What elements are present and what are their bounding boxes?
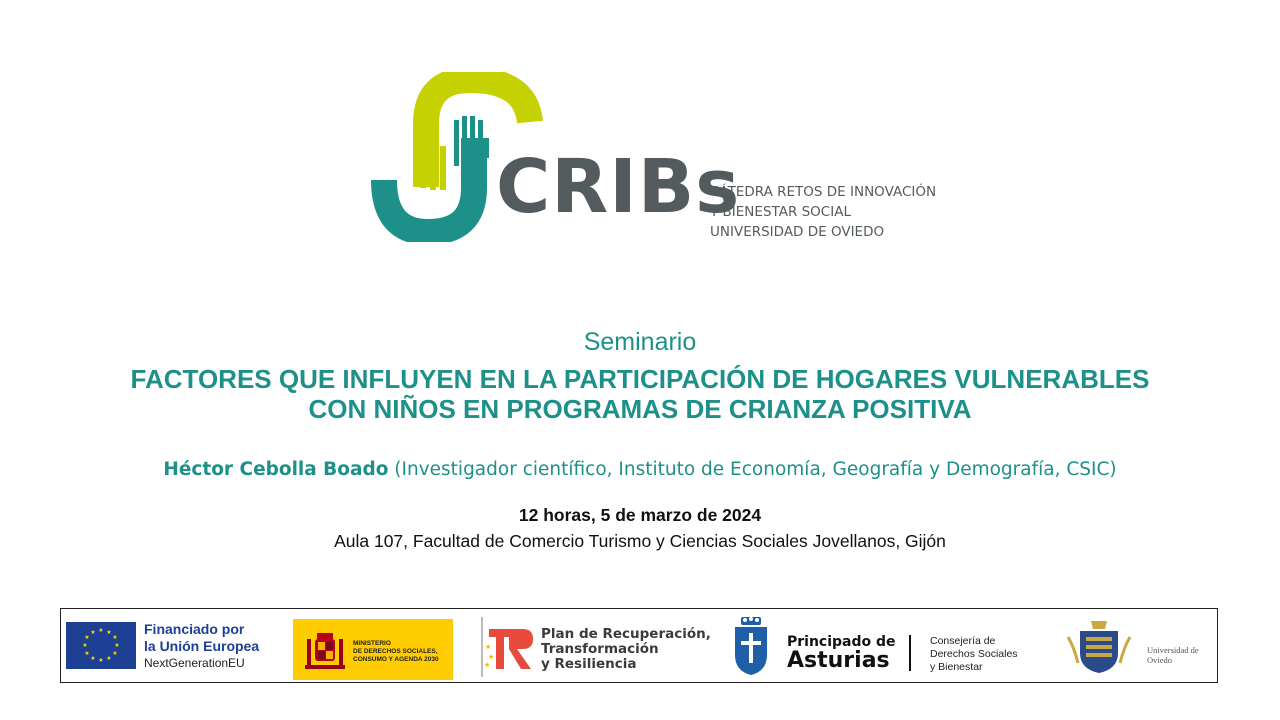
eu-flag-icon <box>66 622 136 669</box>
cribs-wordmark: CRIBs <box>496 144 741 230</box>
svg-text:★: ★ <box>98 627 104 634</box>
speaker-affiliation: (Investigador científico, Instituto de Economía, Geografía y Demografía, CSIC) <box>388 459 1117 480</box>
event-title-line: FACTORES QUE INFLUYEN EN LA PARTICIPACIÓN DE HOGARES VULNERABLES <box>130 364 1150 394</box>
event-title <box>0 364 1280 424</box>
consejeria-line: y Bienestar <box>930 661 983 673</box>
svg-text:★: ★ <box>98 657 104 664</box>
svg-text:★: ★ <box>106 629 112 636</box>
cribs-subtitle-line: CÁTEDRA RETOS DE INNOVACIÓN <box>710 184 937 200</box>
eu-funding-text <box>144 621 259 672</box>
svg-text:★: ★ <box>112 634 118 641</box>
cribs-logo <box>370 72 937 242</box>
asturias-name <box>787 634 896 672</box>
cribs-subtitle-line: Y BIENESTAR SOCIAL <box>710 204 851 220</box>
prtr-line: Transformación <box>541 641 659 657</box>
svg-text:★: ★ <box>84 650 90 657</box>
asturias-line: Principado de <box>787 634 896 650</box>
asturias-divider <box>909 635 911 671</box>
prtr-line: y Resiliencia <box>541 656 637 672</box>
svg-text:★: ★ <box>488 653 495 661</box>
eu-text-line: NextGenerationEU <box>144 656 245 670</box>
svg-text:★: ★ <box>82 642 88 649</box>
prtr-line: Plan de Recuperación, <box>541 626 711 642</box>
svg-text:★: ★ <box>84 634 90 641</box>
event-datetime: 12 horas, 5 de marzo de 2024 <box>518 505 762 525</box>
svg-text:★: ★ <box>114 642 120 649</box>
svg-text:★: ★ <box>90 629 96 636</box>
svg-text:★: ★ <box>90 655 96 662</box>
consejeria-line: Consejería de <box>930 635 996 647</box>
event-type: Seminario <box>583 328 697 356</box>
funding-logos-bar <box>60 608 1218 683</box>
spain-coat-of-arms-icon <box>299 625 349 675</box>
eu-text-line: la Unión Europea <box>144 638 260 654</box>
ministry-line: MINISTERIO <box>353 640 391 647</box>
svg-text:★: ★ <box>485 643 492 651</box>
ministry-logo <box>293 619 453 680</box>
eu-text-line: Financiado por <box>144 621 245 637</box>
ministry-line: CONSUMO Y AGENDA 2030 <box>353 656 439 663</box>
svg-text:★: ★ <box>112 650 118 657</box>
uniovi-coat-of-arms-icon <box>1066 617 1132 675</box>
uniovi-line: Oviedo <box>1147 655 1173 665</box>
ministry-line: DE DERECHOS SOCIALES, <box>353 648 438 655</box>
speaker-name: Héctor Cebolla Boado <box>163 459 389 480</box>
uniovi-line: Universidad de <box>1147 645 1199 655</box>
uniovi-name <box>1147 645 1199 665</box>
svg-text:★: ★ <box>484 661 491 669</box>
prtr-logo-icon <box>479 615 539 679</box>
consejeria-line: Derechos Sociales <box>930 648 1018 660</box>
cribs-subtitle <box>710 182 936 242</box>
event-venue: Aula 107, Facultad de Comercio Turismo y Ciencias Sociales Jovellanos, Gijón <box>334 531 946 551</box>
asturias-line: Asturias <box>787 648 890 673</box>
svg-text:★: ★ <box>106 655 112 662</box>
cribs-subtitle-line: UNIVERSIDAD DE OVIEDO <box>710 224 885 240</box>
ministry-name <box>353 640 439 664</box>
consejeria-name <box>930 635 1018 674</box>
asturias-shield-icon <box>731 615 771 677</box>
event-title-line: CON NIÑOS EN PROGRAMAS DE CRIANZA POSITIVA <box>308 394 972 424</box>
prtr-name <box>541 627 711 672</box>
speaker <box>0 459 1280 480</box>
